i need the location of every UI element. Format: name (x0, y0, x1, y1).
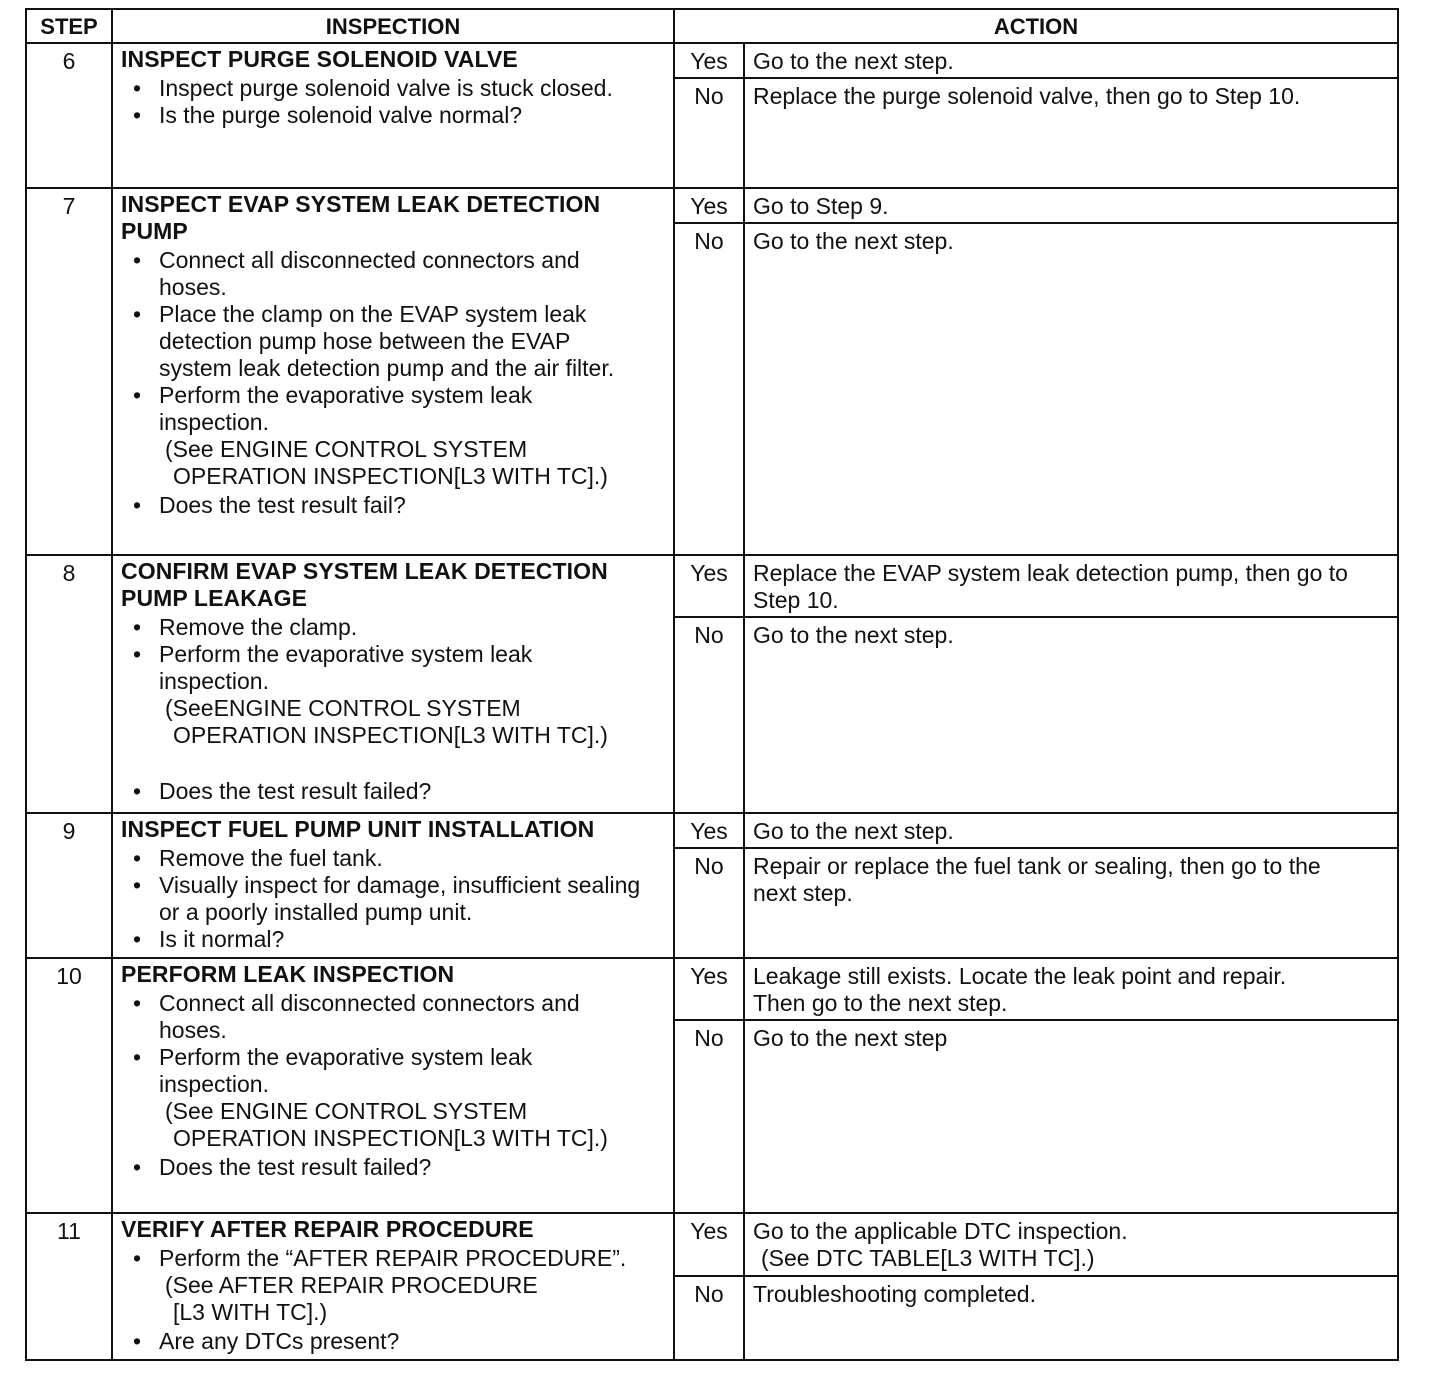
bullet-item (121, 247, 667, 301)
step-number: 8 (26, 555, 112, 813)
reference-note: (See AFTER REPAIR PROCEDURE (165, 1272, 538, 1298)
action-line: Then go to the next step. (753, 990, 1008, 1016)
no-action: Replace the purge solenoid valve, then go to Step 10. (744, 78, 1398, 188)
header-step: STEP (26, 9, 112, 43)
bullet-text: Perform the evaporative system leak (159, 382, 533, 408)
action-line: Step 10. (753, 587, 839, 613)
no-label: No (674, 617, 744, 813)
no-label: No (674, 1276, 744, 1360)
inspection-title-line: PUMP LEAKAGE (121, 585, 308, 611)
table-row (26, 43, 1398, 78)
bullet-text: Connect all disconnected connectors and (159, 990, 580, 1016)
table-row (26, 813, 1398, 848)
bullet-text: Visually inspect for damage, insufficient sealing (159, 872, 641, 898)
action-line: Replace the EVAP system leak detection pump, then go to (753, 560, 1348, 586)
bullet-item: • Is it normal? (121, 926, 667, 953)
table-row (26, 1213, 1398, 1276)
yes-label: Yes (674, 813, 744, 848)
inspection-title: PERFORM LEAK INSPECTION (121, 961, 455, 987)
inspection-title: INSPECT PURGE SOLENOID VALVE (121, 46, 518, 72)
bullet-item: • Are any DTCs present? (121, 1328, 667, 1355)
yes-label: Yes (674, 1213, 744, 1276)
inspection-title-line: INSPECT EVAP SYSTEM LEAK DETECTION (121, 191, 601, 217)
no-action: Go to the next step. (744, 223, 1398, 555)
troubleshooting-table (25, 8, 1399, 1361)
header-inspection: INSPECTION (112, 9, 674, 43)
no-label: No (674, 223, 744, 555)
bullet-item (121, 872, 667, 926)
inspection-title-line: PUMP (121, 218, 188, 244)
yes-action (744, 1213, 1398, 1276)
inspection-title: VERIFY AFTER REPAIR PROCEDURE (121, 1216, 534, 1242)
reference-note: (SeeENGINE CONTROL SYSTEM (165, 695, 521, 721)
bullet-item (121, 1044, 667, 1098)
bullet-text: Perform the evaporative system leak (159, 1044, 533, 1070)
step-number: 7 (26, 188, 112, 555)
bullet-text: system leak detection pump and the air filter. (159, 355, 615, 381)
no-action: Troubleshooting completed. (744, 1276, 1398, 1360)
action-line: (See DTC TABLE[L3 WITH TC].) (761, 1245, 1095, 1271)
table-header-row (26, 9, 1398, 43)
bullet-item (121, 641, 667, 695)
action-line: next step. (753, 880, 853, 906)
bullet-item: • Does the test result failed? (121, 778, 667, 805)
inspection-cell (112, 958, 674, 1213)
bullet-text: inspection. (159, 1071, 269, 1097)
yes-label: Yes (674, 188, 744, 223)
bullet-item: • Remove the clamp. (121, 614, 667, 641)
bullet-text: hoses. (159, 274, 227, 300)
reference-note: OPERATION INSPECTION[L3 WITH TC].) (173, 722, 608, 748)
bullet-item: • Is the purge solenoid valve normal? (121, 102, 667, 129)
header-action: ACTION (674, 9, 1398, 43)
yes-label: Yes (674, 43, 744, 78)
no-label: No (674, 1020, 744, 1213)
reference-note: (See ENGINE CONTROL SYSTEM (165, 1098, 528, 1124)
bullet-text: inspection. (159, 409, 269, 435)
bullet-text: Connect all disconnected connectors and (159, 247, 580, 273)
bullet-text: or a poorly installed pump unit. (159, 899, 473, 925)
yes-action (744, 555, 1398, 617)
bullet-item (121, 990, 667, 1044)
inspection-title: INSPECT FUEL PUMP UNIT INSTALLATION (121, 816, 595, 842)
bullet-item (121, 382, 667, 436)
inspection-cell (112, 813, 674, 958)
bullet-text: inspection. (159, 668, 269, 694)
inspection-title-line: CONFIRM EVAP SYSTEM LEAK DETECTION (121, 558, 608, 584)
no-label: No (674, 78, 744, 188)
action-line: Leakage still exists. Locate the leak point and repair. (753, 963, 1287, 989)
yes-action: Go to the next step. (744, 43, 1398, 78)
reference-note: OPERATION INSPECTION[L3 WITH TC].) (173, 463, 608, 489)
inspection-title (121, 558, 667, 612)
yes-label: Yes (674, 958, 744, 1020)
bullet-item: • Does the test result failed? (121, 1154, 667, 1181)
table-row (26, 555, 1398, 617)
step-number: 6 (26, 43, 112, 188)
step-number: 10 (26, 958, 112, 1213)
reference-note: (See ENGINE CONTROL SYSTEM (165, 436, 528, 462)
no-action: Go to the next step. (744, 617, 1398, 813)
inspection-cell (112, 188, 674, 555)
bullet-text: Perform the evaporative system leak (159, 641, 533, 667)
yes-action: Go to the next step. (744, 813, 1398, 848)
reference-note: OPERATION INSPECTION[L3 WITH TC].) (173, 1125, 608, 1151)
yes-action: Go to Step 9. (744, 188, 1398, 223)
table-row (26, 188, 1398, 223)
bullet-text: detection pump hose between the EVAP (159, 328, 571, 354)
no-label: No (674, 848, 744, 958)
step-number: 11 (26, 1213, 112, 1360)
bullet-text: Place the clamp on the EVAP system leak (159, 301, 587, 327)
yes-action (744, 958, 1398, 1020)
yes-label: Yes (674, 555, 744, 617)
bullet-item (121, 301, 667, 382)
inspection-cell (112, 555, 674, 813)
bullet-text: hoses. (159, 1017, 227, 1043)
table-row (26, 958, 1398, 1020)
inspection-cell (112, 1213, 674, 1360)
bullet-item: • Remove the fuel tank. (121, 845, 667, 872)
inspection-cell (112, 43, 674, 188)
step-number: 9 (26, 813, 112, 958)
bullet-item: • Does the test result fail? (121, 492, 667, 519)
inspection-title (121, 191, 667, 245)
no-action: Go to the next step (744, 1020, 1398, 1213)
action-line: Go to the applicable DTC inspection. (753, 1218, 1128, 1244)
action-line: Repair or replace the fuel tank or sealing, then go to the (753, 853, 1321, 879)
bullet-item: • Perform the “AFTER REPAIR PROCEDURE”. (121, 1245, 667, 1272)
bullet-item: • Inspect purge solenoid valve is stuck closed. (121, 75, 667, 102)
no-action (744, 848, 1398, 958)
reference-note: [L3 WITH TC].) (173, 1299, 328, 1325)
